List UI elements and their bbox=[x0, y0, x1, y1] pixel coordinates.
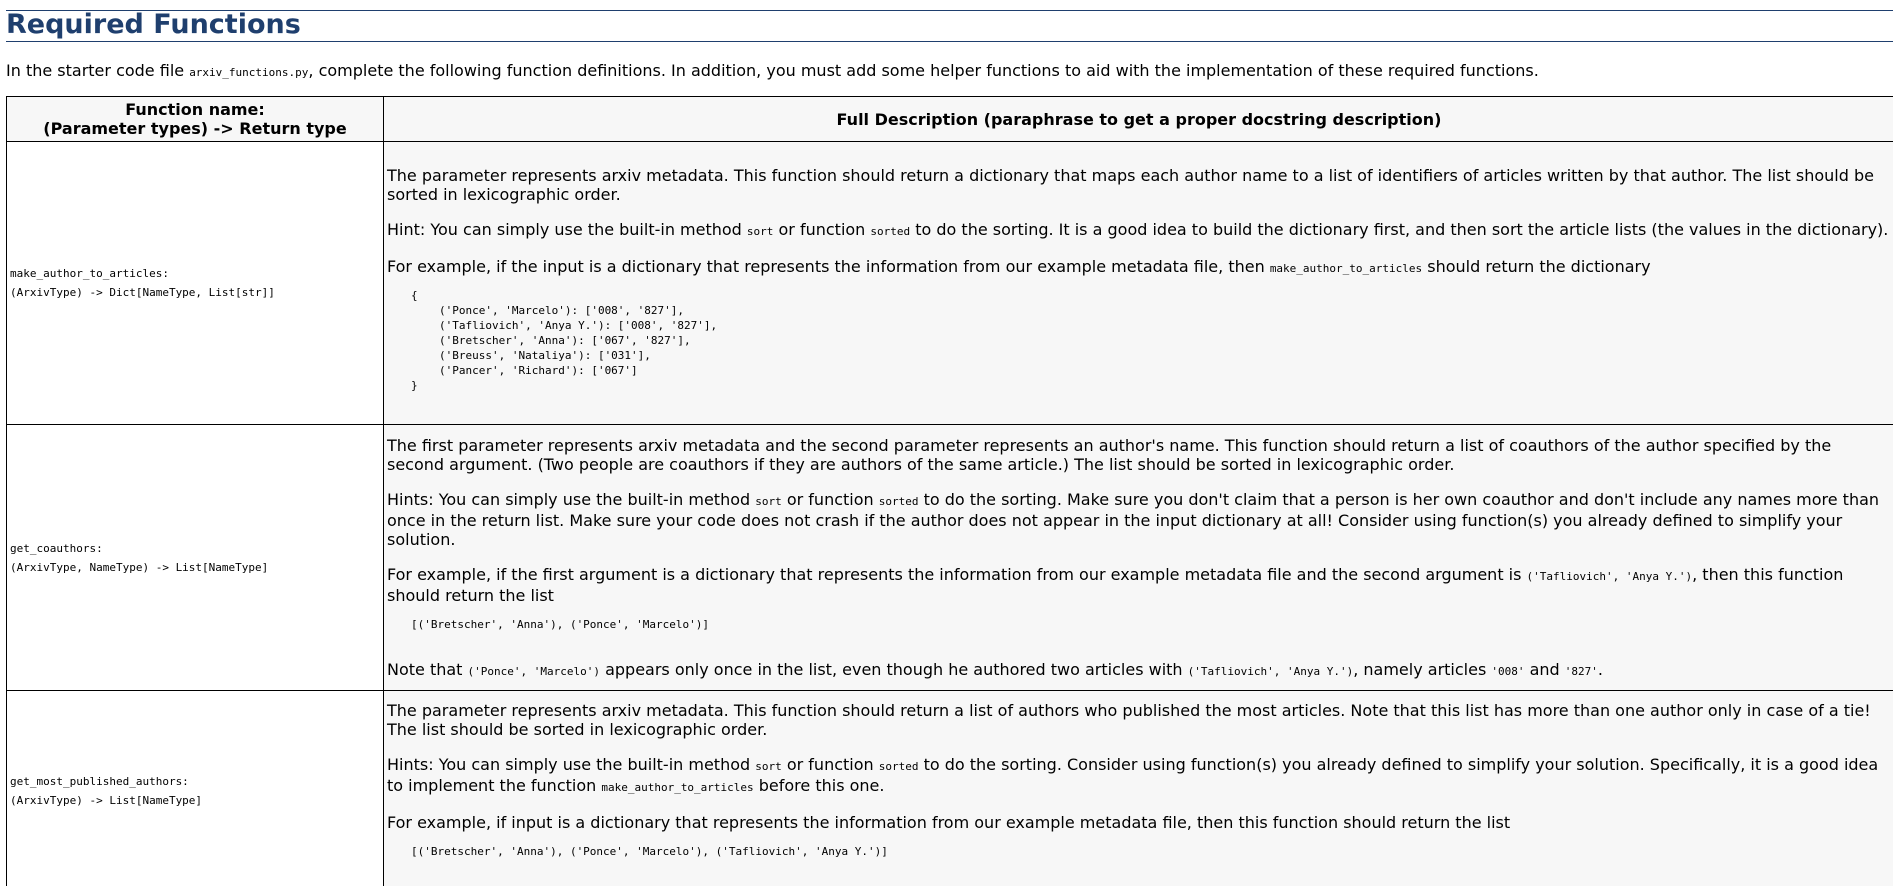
hint-paragraph bbox=[387, 490, 1891, 549]
hint-text: Hint: You can simply use the built-in method bbox=[387, 219, 747, 239]
hint-text: Hints: You can simply use the built-in method bbox=[387, 490, 756, 509]
function-description-cell bbox=[384, 691, 1893, 886]
inline-code: '008' bbox=[1491, 665, 1525, 678]
function-signature: (ArxivType) -> List[NameType] bbox=[10, 794, 203, 807]
code-line: ('Bretscher', 'Anna'): ['067', '827'], bbox=[439, 333, 691, 347]
function-signature: (ArxivType) -> Dict[NameType, List[str]] bbox=[10, 286, 275, 299]
example-text: , then this function should return the list bbox=[387, 565, 1844, 605]
inline-code: make_author_to_articles bbox=[1269, 261, 1423, 275]
intro-suffix: , complete the following function definitions. In addition, you must add some helper functions to aid with the implementation of these required functions. bbox=[308, 61, 1539, 80]
function-name: get_coauthors: bbox=[10, 541, 103, 555]
page-title: Required Functions bbox=[6, 9, 301, 40]
function-name: get_most_published_authors: bbox=[10, 775, 189, 788]
inline-code: sorted bbox=[878, 760, 919, 773]
function-description-cell bbox=[384, 425, 1893, 691]
intro-prefix: In the starter code file bbox=[6, 61, 190, 80]
hint-text: or function bbox=[773, 219, 871, 239]
example-paragraph: For example, if input is a dictionary that represents the information from our example metadata file, then this function should return the list bbox=[387, 813, 1511, 832]
function-description-cell bbox=[384, 142, 1893, 425]
code-line: ('Breuss', 'Nataliya'): ['031'], bbox=[439, 348, 651, 362]
hint-text: or function bbox=[781, 490, 879, 509]
description-paragraph: The parameter represents arxiv metadata. This function should return a dictionary that maps each author name to a list of identifiers of articles written by that author. The list should be sorted in lexicographic order. bbox=[387, 165, 1874, 204]
example-paragraph bbox=[387, 257, 1891, 278]
function-signature-cell bbox=[7, 691, 384, 886]
inline-code: sorted bbox=[870, 224, 911, 238]
inline-code: sort bbox=[755, 495, 782, 508]
note-text: and bbox=[1524, 660, 1565, 679]
example-paragraph bbox=[387, 565, 1891, 605]
hint-text: or function bbox=[781, 755, 879, 774]
function-name: make_author_to_articles: bbox=[10, 267, 169, 280]
functions-table bbox=[6, 96, 1893, 886]
inline-code: ('Tafliovich', 'Anya Y.') bbox=[1187, 665, 1354, 678]
inline-code: sorted bbox=[878, 495, 919, 508]
function-signature-cell bbox=[7, 142, 384, 425]
header-col1-line2: (Parameter types) -> Return type bbox=[43, 119, 347, 138]
table-row bbox=[7, 425, 1893, 691]
description-paragraph: The first parameter represents arxiv metadata and the second parameter represents an author's name. This function should return a list of coauthors of the author specified by the second argument. (Two people are coauthors if they are authors of the same article.) The list should be sorted in lexicographic order. bbox=[387, 436, 1832, 474]
code-line: { bbox=[411, 288, 418, 302]
table-header-row bbox=[7, 97, 1893, 142]
inline-code: ('Ponce', 'Marcelo') bbox=[467, 665, 600, 678]
hint-text: Hints: You can simply use the built-in method bbox=[387, 755, 756, 774]
note-paragraph bbox=[387, 660, 1891, 681]
code-example: [('Bretscher', 'Anna'), ('Ponce', 'Marcelo')] bbox=[411, 618, 710, 631]
inline-code: '827' bbox=[1564, 665, 1598, 678]
header-full-description: Full Description (paraphrase to get a proper docstring description) bbox=[384, 97, 1893, 142]
inline-code: ('Tafliovich', 'Anya Y.') bbox=[1526, 570, 1693, 583]
table-row bbox=[7, 691, 1893, 886]
note-text: , namely articles bbox=[1353, 660, 1492, 679]
note-text: . bbox=[1597, 660, 1603, 679]
example-text: For example, if the input is a dictionary that represents the information from our example metadata file, then bbox=[387, 256, 1270, 276]
header-col1-line1: Function name: bbox=[125, 100, 265, 119]
function-signature: (ArxivType, NameType) -> List[NameType] bbox=[10, 560, 269, 574]
code-line: } bbox=[411, 378, 418, 392]
code-line: ('Pancer', 'Richard'): ['067'] bbox=[439, 363, 638, 377]
code-line: ('Ponce', 'Marcelo'): ['008', '827'], bbox=[439, 303, 685, 317]
hint-paragraph bbox=[387, 220, 1891, 241]
intro-filename: arxiv_functions.py bbox=[189, 66, 309, 79]
table-row bbox=[7, 142, 1893, 425]
inline-code: make_author_to_articles bbox=[601, 781, 754, 794]
example-text: For example, if the first argument is a dictionary that represents the information from our example metadata file and the second argument is bbox=[387, 565, 1527, 584]
inline-code: sort bbox=[755, 760, 782, 773]
title-underline bbox=[6, 41, 1893, 42]
note-text: Note that bbox=[387, 660, 468, 679]
description-paragraph: The parameter represents arxiv metadata. This function should return a list of authors who published the most articles. Note that this list has more than one author only in case of a tie! The list should be sorted in lexicographic order. bbox=[387, 701, 1871, 739]
function-signature-cell bbox=[7, 425, 384, 691]
header-function-name bbox=[7, 97, 384, 142]
code-example: [('Bretscher', 'Anna'), ('Ponce', 'Marcelo'), ('Tafliovich', 'Anya Y.')] bbox=[411, 845, 888, 858]
code-line: ('Tafliovich', 'Anya Y.'): ['008', '827'], bbox=[439, 318, 718, 332]
inline-code: sort bbox=[746, 224, 774, 238]
hint-text: to do the sorting. Make sure you don't claim that a person is her own coauthor and don't include any names more than once in the return list. Make sure your code does not crash if the author does not appear in the input dictionary at all! Consider using function(s) you already defined to simplify your solution. bbox=[387, 490, 1880, 549]
hint-text: to do the sorting. It is a good idea to build the dictionary first, and then sort the article lists (the values in the dictionary). bbox=[910, 219, 1889, 239]
hint-text: to do the sorting. Consider using function(s) you already defined to simplify your solution. Specifically, it is a good idea to implement the function bbox=[387, 755, 1879, 795]
note-text: appears only once in the list, even though he authored two articles with bbox=[600, 660, 1188, 679]
example-text: should return the dictionary bbox=[1422, 256, 1651, 276]
code-example bbox=[387, 288, 1891, 393]
hint-paragraph bbox=[387, 755, 1891, 797]
hint-text: before this one. bbox=[753, 776, 885, 795]
intro-paragraph bbox=[6, 61, 1539, 83]
